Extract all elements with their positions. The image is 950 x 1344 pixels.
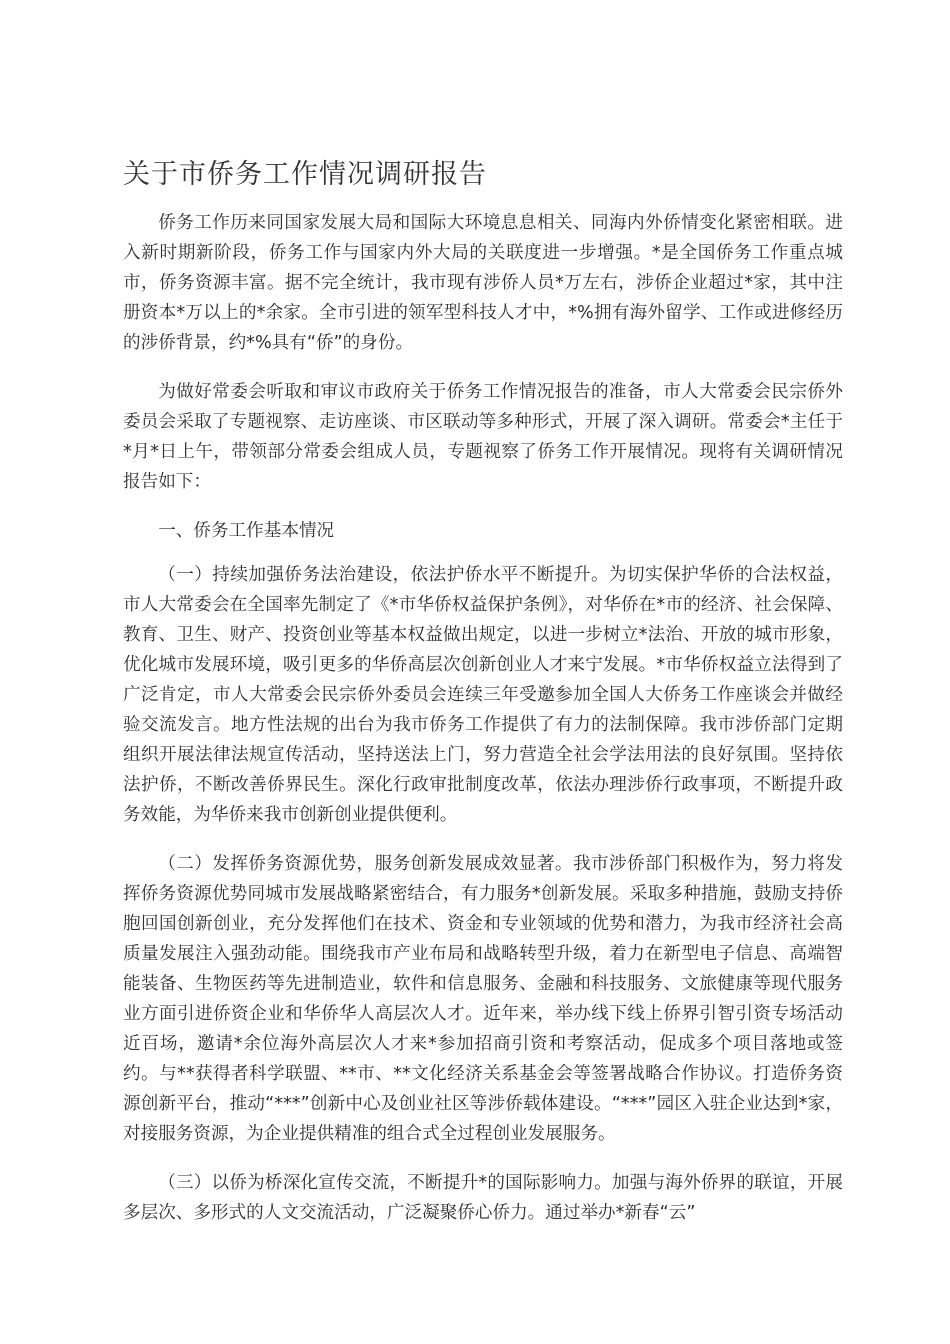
exchange-paragraph: （三）以侨为桥深化宣传交流，不断提升*的国际影响力。加强与海外侨界的联谊，开展多层次、多形式的人文交流活动，广泛凝聚侨心侨力。通过举办*新春“云” <box>123 1173 843 1223</box>
preparation-paragraph: 为做好常委会听取和审议市政府关于侨务工作情况报告的准备，市人大常委会民宗侨外委员会采取了专题视察、走访座谈、市区联动等多种形式，开展了深入调研。常委会*主任于*月*日上午，带领部分常委会组成人员，专题视察了侨务工作开展情况。现将有关调研情况报告如下： <box>123 382 843 492</box>
legal-construction-paragraph: （一）持续加强侨务法治建设，依法护侨水平不断提升。为切实保护华侨的合法权益，市人大常委会在全国率先制定了《*市华侨权益保护条例》，对华侨在*市的经济、社会保障、教育、卫生、财产、投资创业等基本权益做出规定，以进一步树立*法治、开放的城市形象，优化城市发展环境，吸引更多的华侨高层次创新创业人才来宁发展。*市华侨权益立法得到了广泛肯定，市人大常委会民宗侨外委员会连续三年受邀参加全国人大侨务工作座谈会并做经验交流发言。地方性法规的出台为我市侨务工作提供了有力的法制保障。我市涉侨部门定期组织开展法律法规宣传活动，坚持送法上门，努力营造全社会学法用法的良好氛围。坚持依法护侨，不断改善侨界民生。深化行政审批制度改革，依法办理涉侨行政事项，不断提升政务效能，为华侨来我市创新创业提供便利。 <box>123 565 843 825</box>
intro-paragraph: 侨务工作历来同国家发展大局和国际大环境息息相关、同海内外侨情变化紧密相联。进入新时期新阶段，侨务工作与国家内外大局的关联度进一步增强。*是全国侨务工作重点城市，侨务资源丰富。据不完全统计，我市现有涉侨人员*万左右，涉侨企业超过*家，其中注册资本*万以上的*余家。全市引进的领军型科技人才中，*%拥有海外留学、工作或进修经历的涉侨背景，约*%具有“侨”的身份。 <box>123 213 843 353</box>
section-heading: 一、侨务工作基本情况 <box>158 521 335 541</box>
document-title: 关于市侨务工作情况调研报告 <box>123 159 487 190</box>
document-body <box>123 208 843 1247</box>
resource-advantage-paragraph: （二）发挥侨务资源优势，服务创新发展成效显著。我市涉侨部门积极作为，努力将发挥侨务资源优势同城市发展战略紧密结合，有力服务*创新发展。采取多种措施，鼓励支持侨胞回国创新创业，充分发挥他们在技术、资金和专业领域的优势和潜力，为我市经济社会高质量发展注入强劲动能。围绕我市产业布局和战略转型升级，着力在新型电子信息、高端智能装备、生物医药等先进制造业，软件和信息服务、金融和科技服务、文旅健康等现代服务业方面引进侨资企业和华侨华人高层次人才。近年来，举办线下线上侨界引智引资专场活动近百场，邀请*余位海外高层次人才来*参加招商引资和考察活动，促成多个项目落地或签约。与**获得者科学联盟、**市、**文化经济关系基金会等签署战略合作协议。打造侨务资源创新平台，推动“***”创新中心及创业社区等涉侨载体建设。“***”园区入驻企业达到*家，对接服务资源，为企业提供精准的组合式全过程创业发展服务。 <box>123 854 843 1144</box>
